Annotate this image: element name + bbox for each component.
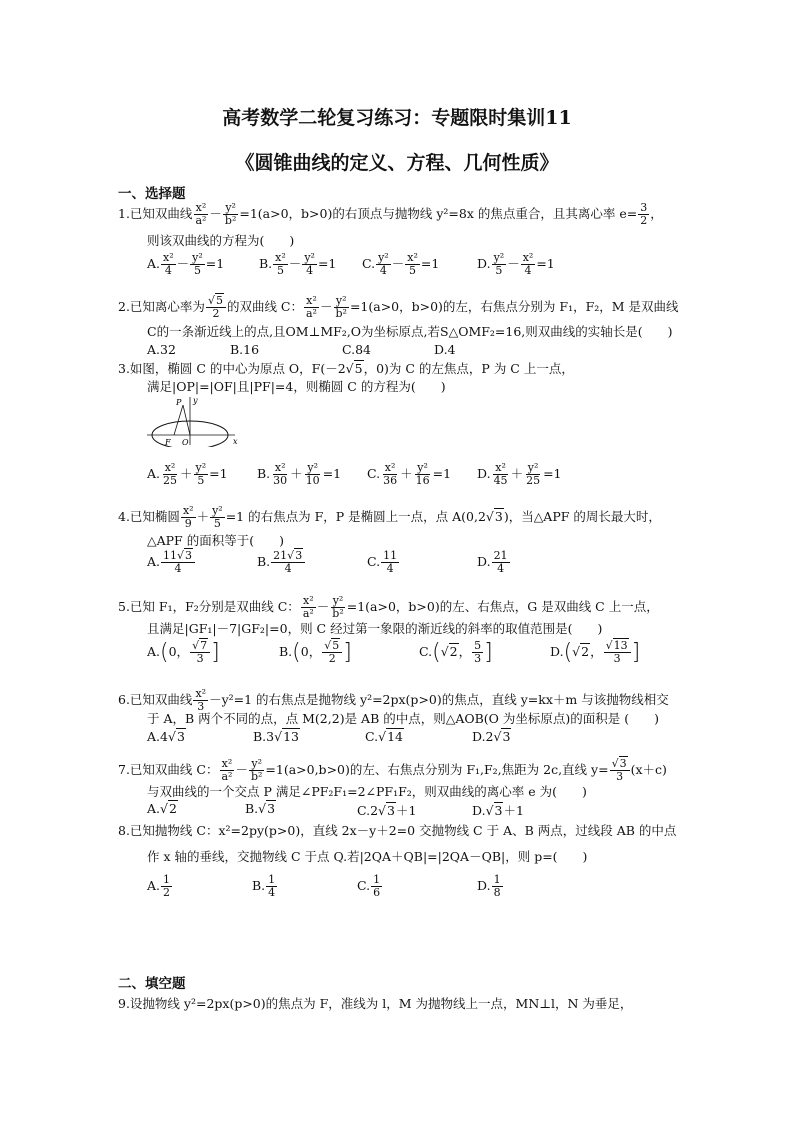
fraction: $\frac{\text{x²}}{\text{a²}}$ [195,201,207,227]
segment-pf [174,405,183,435]
option-b[interactable]: B. $\frac{\text{x²}}{30}$ ＋ $\frac{\text{y²}}{10}$ =1 [257,461,342,487]
option-b[interactable]: B.16 [230,342,260,357]
option-a[interactable]: A.32 [147,342,176,357]
q3-stem: 3.如图，椭圆 C 的中心为原点 O，F(－2√5，0)为 C 的左焦点，P 为 C 上一点， [118,361,574,376]
option-a[interactable]: A. $\frac{\text{x²}}{4}$ － $\frac{\text{y²}}{5}$ =1 [147,251,225,277]
page-subtitle: 《圆锥曲线的定义、方程、几何性质》 [235,152,559,174]
option-c[interactable]: C. $\frac{11}{4}$ [367,549,398,575]
option-d[interactable]: D. $\frac{\text{x²}}{45}$ ＋ $\frac{\text{y²}}{25}$ =1 [477,461,562,487]
option-a[interactable]: A. $\frac{1}{2}$ [147,873,171,899]
option-d[interactable]: D. $\frac{1}{8}$ [477,873,501,899]
label-o: O [182,438,189,447]
q7-stem: 7.已知双曲线 C： $\frac{\text{x²}}{\text{a²}}$ － $\frac{\text{y²}}{\text{b²}}$ =1(a>0,b>0)的左、右焦点分别为 F₁,F₂,焦距为 2c,直线 y= $\frac{√3}{3}$ (x＋c) [118,757,667,783]
option-c[interactable]: C.√14 [365,729,403,744]
option-a[interactable]: A. $\frac{\text{x²}}{25}$ ＋ $\frac{\text{y²}}{5}$ =1 [147,461,228,487]
option-b[interactable]: B.3√13 [253,729,299,744]
page-title: 高考数学二轮复习练习：专题限时集训11 [222,107,572,129]
q4-stem: 4.已知椭圆 $\frac{\text{x²}}{9}$ ＋ $\frac{\text{y²}}{5}$ =1 的右焦点为 F，P 是椭圆上一点，点 A(0,2√3)，当△APF 的周长最大时， [118,504,661,530]
option-d[interactable]: D. $\frac{21}{4}$ [477,549,508,575]
q5-stem-line2: 且满足|GF₁|－7|GF₂|=0，则 C 经过第一象限的渐近线的斜率的取值范围是( ) [147,621,603,636]
q6-stem: 6.已知双曲线 $\frac{\text{x²}}{3}$ －y²=1 的右焦点是抛物线 y²=2px(p>0)的焦点，直线 y=kx＋m 与该抛物线相交 [118,687,669,713]
section-choice-heading: 一、选择题 [118,186,186,202]
q5-stem: 5.已知 F₁，F₂分别是双曲线 C： $\frac{\text{x²}}{\text{a²}}$ － $\frac{\text{y²}}{\text{b²}}$ =1(a>0，b>0)的左、右焦点，G 是双曲线 C 上一点， [118,594,659,620]
q6-options [147,729,707,747]
option-c[interactable]: C. $\frac{\text{y²}}{4}$ － $\frac{\text{x²}}{5}$ =1 [362,251,440,277]
q8-stem: 8.已知抛物线 C：x²=2py(p>0)，直线 2x－y＋2=0 交抛物线 C 于 A、B 两点，过线段 AB 的中点 [118,823,677,838]
option-c[interactable]: C.2√3＋1 [357,803,417,818]
q1-stem-line2: 则该双曲线的方程为( ) [147,233,295,248]
q8-stem-line2: 作 x 轴的垂线，交抛物线 C 于点 Q.若|2QA＋QB|=|2QA－QB|，则 p=( ) [147,849,588,864]
option-b[interactable]: B. $\frac{\text{x²}}{5}$ － $\frac{\text{y²}}{4}$ =1 [259,251,337,277]
option-d[interactable]: D.2√3 [472,729,511,744]
option-a[interactable]: A. $\frac{11√3}{4}$ [147,550,196,575]
label-x: x [233,437,238,446]
option-d[interactable]: D.(√2， $\frac{√13}{3}$ ] [550,639,641,665]
q4-options [147,550,707,586]
option-a[interactable]: A.(0， $\frac{√7}{3}$ ] [147,639,220,665]
q6-stem-line2: 于 A，B 两个不同的点，点 M(2,2)是 AB 的中点，则△AOB(O 为坐标原点)的面积是 ( ) [147,711,660,726]
option-a[interactable]: A.4√3 [147,729,185,744]
q2-options [147,342,707,360]
option-d[interactable]: D.4 [434,342,456,357]
option-c[interactable]: C. $\frac{\text{x²}}{36}$ ＋ $\frac{\text{y²}}{16}$ =1 [367,461,452,487]
q7-stem-line2: 与双曲线的一个交点 P 满足∠PF₂F₁=2∠PF₁F₂，则双曲线的离心率 e 为( ) [147,784,587,799]
option-c[interactable]: C. $\frac{1}{6}$ [357,873,381,899]
option-d[interactable]: D. $\frac{\text{y²}}{5}$ － $\frac{\text{x²}}{4}$ =1 [477,251,555,277]
section-fill-heading: 二、填空题 [118,976,186,992]
option-b[interactable]: B. $\frac{1}{4}$ [252,873,276,899]
option-b[interactable]: B. $\frac{21√3}{4}$ [257,550,306,575]
q2-stem-line2: C的一条渐近线上的点,且OM⊥MF₂,O为坐标原点,若S△OMF₂=16,则双曲线的实轴长是( ) [147,324,673,339]
q3-options [147,462,707,498]
option-b[interactable]: B.(0， $\frac{√5}{2}$ ] [279,639,352,665]
label-y: y [193,396,198,405]
option-a[interactable]: A.√2 [147,801,177,816]
label-p: P [176,398,182,407]
ellipse-figure [145,395,240,447]
q2-stem: 2.已知离心率为 $\frac{√5}{2}$ 的双曲线 C： $\frac{\text{x²}}{\text{a²}}$ － $\frac{\text{y²}}{\text{b²}}$ =1(a>0，b>0)的左，右焦点分别为 F₁，F₂，M 是双曲线 [118,294,679,320]
q4-stem-line2: △APF 的面积等于( ) [147,533,284,548]
label-f: F [165,438,171,447]
segment-op [183,405,190,435]
option-d[interactable]: D.√3＋1 [472,803,524,818]
q5-options [147,640,707,676]
q1-stem: 1.已知双曲线 $\frac{\text{x²}}{\text{a²}}$ － $\frac{\text{y²}}{\text{b²}}$ =1(a>0，b>0)的右顶点与抛物线 y²=8x 的焦点重合，且其离心率 e= $\frac{3}{2}$ ， [118,201,663,227]
q7-options [147,801,707,819]
q3-stem-line2: 满足|OP|=|OF|且|PF|=4，则椭圆 C 的方程为( ) [147,379,446,394]
option-b[interactable]: B.√3 [245,801,276,816]
option-c[interactable]: C.(√2， $\frac{5}{3}$ ] [419,639,493,665]
option-c[interactable]: C.84 [342,342,371,357]
q1-options [147,252,707,288]
q8-options [147,874,707,910]
q9-stem: 9.设抛物线 y²=2px(p>0)的焦点为 F，准线为 l，M 为抛物线上一点，MN⊥l，N 为垂足， [118,996,633,1011]
